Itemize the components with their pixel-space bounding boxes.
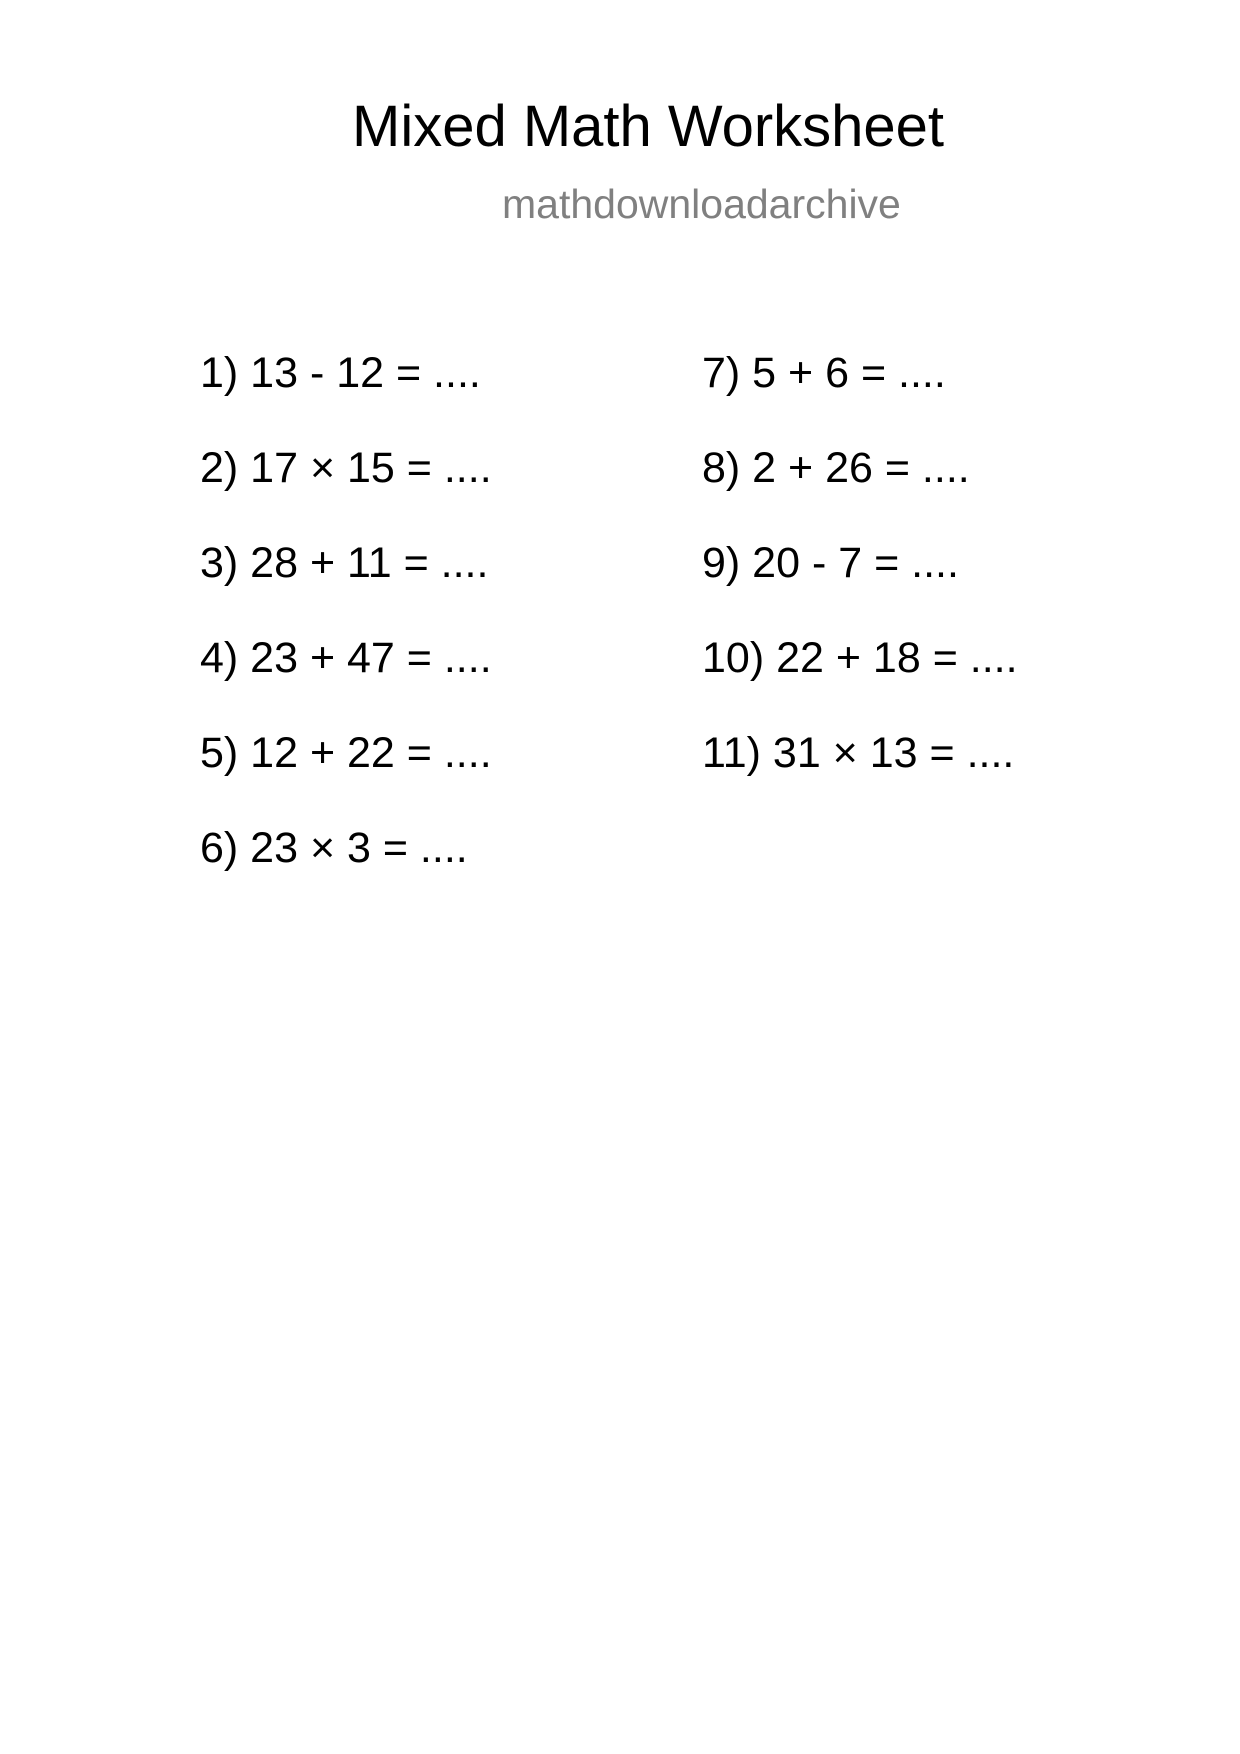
problem-11: 11) 31 × 13 = .... [702, 729, 1015, 777]
problem-4: 4) 23 + 47 = .... [200, 634, 492, 682]
page-title: Mixed Math Worksheet [352, 94, 945, 159]
problem-8: 8) 2 + 26 = .... [702, 444, 970, 492]
problems-right-column [702, 349, 1018, 827]
problem-1: 1) 13 - 12 = .... [200, 349, 481, 397]
problem-2: 2) 17 × 15 = .... [200, 444, 492, 492]
problem-10: 10) 22 + 18 = .... [702, 634, 1018, 682]
problem-6: 6) 23 × 3 = .... [200, 824, 468, 872]
page-subtitle: mathdownloadarchive [502, 181, 901, 227]
problem-5: 5) 12 + 22 = .... [200, 729, 492, 777]
problem-9: 9) 20 - 7 = .... [702, 539, 959, 587]
problems-left-column [200, 349, 492, 922]
problem-3: 3) 28 + 11 = .... [200, 539, 489, 587]
problem-7: 7) 5 + 6 = .... [702, 349, 946, 397]
